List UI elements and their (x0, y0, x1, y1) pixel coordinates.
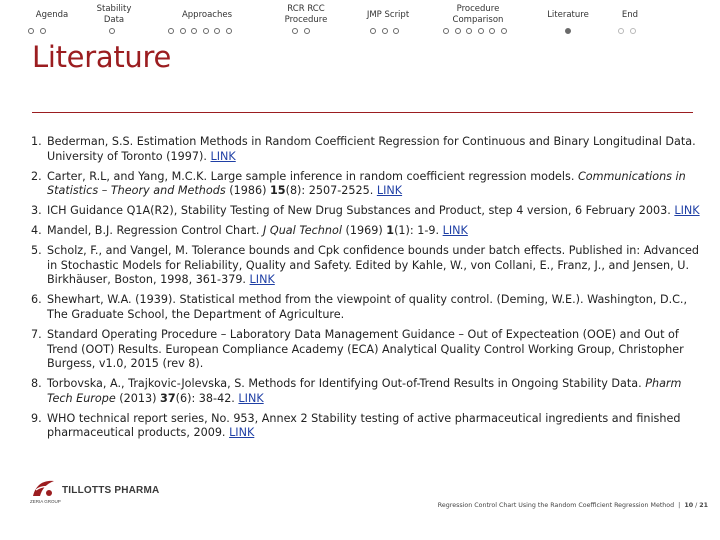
page-title: Literature (32, 40, 171, 74)
slide-dot[interactable] (443, 28, 449, 34)
nav-progress-dots (370, 28, 405, 34)
company-logo (30, 478, 160, 504)
nav-label: Agenda (35, 10, 69, 20)
slide-dot[interactable] (455, 28, 461, 34)
slide-dot[interactable] (466, 28, 472, 34)
nav-item-procedure-comparison[interactable] (438, 0, 518, 26)
nav-progress-dots (292, 28, 315, 34)
reference-text: Standard Operating Procedure – Laboratory Data Management Guidance – Out of Expecteation (OOE) and Out of Trend (OOT) Results. European Compliance Academy (ECA) Analytical Quality Control Working Group, Christopher Burgess, v1.0, 2015 (rev 8). (47, 328, 684, 371)
reference-item (31, 412, 701, 441)
reference-link[interactable]: LINK (674, 204, 700, 218)
footer-page-number: 10 (684, 502, 694, 509)
footer-title: Regression Control Chart Using the Random Coefficient Regression Method (437, 502, 675, 509)
slide-dot[interactable] (478, 28, 484, 34)
slide-dot[interactable] (203, 28, 209, 34)
reference-item (31, 293, 701, 322)
volume-number: 37 (160, 391, 176, 405)
reference-item (31, 135, 701, 164)
slide-dot[interactable] (191, 28, 197, 34)
reference-text: (1969) (341, 224, 387, 238)
reference-link[interactable]: LINK (238, 391, 264, 405)
reference-text: Carter, R.L, and Yang, M.C.K. Large sample inference in random coefficient regression models. (47, 169, 578, 183)
logo-mark-icon (30, 478, 56, 500)
reference-number: 8. (31, 377, 42, 391)
reference-number: 4. (31, 224, 42, 238)
footer-total-pages: 21 (699, 502, 708, 509)
slide-dot[interactable] (618, 28, 624, 34)
reference-link[interactable]: LINK (229, 426, 255, 440)
nav-progress-dots (28, 28, 51, 34)
nav-item-literature[interactable] (538, 0, 598, 21)
slide-dot[interactable] (109, 28, 115, 34)
reference-text: Shewhart, W.A. (1939). Statistical method from the viewpoint of quality control. (Deming, W.E.). Washington, D.C., The Graduate School, the Department of Agriculture. (47, 293, 688, 321)
reference-number: 5. (31, 244, 42, 258)
section-navigation (0, 0, 720, 44)
footer-separator: | (678, 502, 681, 509)
volume-number: 15 (270, 184, 286, 198)
slide-dot[interactable] (630, 28, 636, 34)
nav-item-agenda[interactable] (18, 0, 86, 21)
reference-item (31, 377, 701, 406)
slide-dot[interactable] (180, 28, 186, 34)
slide-dot[interactable] (292, 28, 298, 34)
nav-label: Literature (547, 10, 589, 20)
nav-label: Stability Data (96, 4, 132, 25)
reference-text: (6): 38-42. (175, 391, 239, 405)
slide-dot[interactable] (40, 28, 46, 34)
slide-dot[interactable] (393, 28, 399, 34)
slide-dot[interactable] (382, 28, 388, 34)
reference-text: Scholz, F., and Vangel, M. Tolerance bounds and Cpk confidence bounds under batch effects. Published in: Advanced in Stochastic Models for Reliability, Quality and Safety. Edited by Kahle, W., von Collani, E., Franz, J., and Jensen, U. Birkhäuser, Boston, 1998, 361-379. (47, 244, 699, 287)
reference-number: 1. (31, 135, 42, 148)
nav-progress-dots (443, 28, 512, 34)
logo-brand-text: TILLOTTS PHARMA (62, 485, 160, 496)
reference-item (31, 224, 701, 239)
journal-title: J Qual Technol (263, 224, 342, 238)
slide-dot[interactable] (28, 28, 34, 34)
reference-text: Torbovska, A., Trajkovic-Jolevska, S. Methods for Identifying Out-of-Trend Results in Ongoing Stability Data. (47, 377, 646, 391)
slide-dot[interactable] (168, 28, 174, 34)
nav-progress-dots (168, 28, 237, 34)
slide-footer (438, 502, 708, 509)
reference-link[interactable]: LINK (376, 184, 403, 198)
slide-dot[interactable] (501, 28, 507, 34)
reference-number: 3. (31, 204, 42, 218)
logo-subtitle: ZERIA GROUP (30, 499, 61, 504)
reference-link[interactable]: LINK (210, 149, 236, 163)
reference-text: ICH Guidance Q1A(R2), Stability Testing of New Drug Substances and Product, step 4 version, 6 February 2003. (47, 204, 675, 218)
reference-number: 7. (31, 328, 42, 342)
nav-progress-dots (618, 28, 641, 34)
reference-item (31, 204, 701, 219)
nav-progress-dots (565, 28, 577, 34)
volume-number: 1 (386, 224, 395, 238)
reference-link[interactable]: LINK (442, 224, 468, 238)
journal-title: Pharm Tech Europe (47, 377, 682, 405)
reference-item (31, 170, 701, 199)
nav-label: Procedure Comparison (452, 4, 504, 25)
slide-dot[interactable] (489, 28, 495, 34)
reference-text: WHO technical report series, No. 953, Annex 2 Stability testing of active pharmaceutical ingredients and finished pharmaceutical products, 2009. (47, 411, 681, 440)
reference-item (31, 244, 701, 288)
nav-item-approaches[interactable] (168, 0, 246, 21)
nav-label: JMP Script (366, 10, 410, 20)
slide-dot[interactable] (565, 28, 571, 34)
reference-item (31, 328, 701, 372)
nav-progress-dots (109, 28, 121, 34)
nav-item-rcr-rcc-procedure[interactable] (272, 0, 340, 26)
reference-text: (8): 2507-2525. (285, 184, 377, 198)
nav-label: Approaches (181, 10, 233, 20)
slide-dot[interactable] (226, 28, 232, 34)
reference-text: (1986) (225, 184, 270, 198)
reference-text: (2013) (115, 391, 161, 405)
reference-number: 6. (31, 293, 42, 307)
title-divider (32, 112, 693, 113)
nav-label: RCR RCC Procedure (284, 4, 328, 25)
reference-text: Mandel, B.J. Regression Control Chart. (47, 224, 264, 238)
journal-title: Communications in Statistics – Theory and Methods (47, 169, 686, 198)
slide-dot[interactable] (304, 28, 310, 34)
reference-number: 9. (31, 411, 42, 425)
reference-number: 2. (31, 169, 42, 183)
nav-item-jmp-script[interactable] (356, 0, 420, 21)
reference-text: Bederman, S.S. Estimation Methods in Random Coefficient Regression for Continuous and Binary Longitudinal Data. University of Toronto (1997). (47, 135, 696, 163)
slide-dot[interactable] (370, 28, 376, 34)
reference-list (31, 135, 701, 446)
nav-item-stability-data[interactable] (84, 0, 144, 26)
nav-label: End (621, 10, 639, 20)
footer-slash: / (695, 502, 698, 509)
reference-link[interactable]: LINK (249, 273, 275, 287)
slide-dot[interactable] (214, 28, 220, 34)
nav-item-end[interactable] (612, 0, 648, 21)
reference-text: (1): 1-9. (394, 224, 443, 238)
